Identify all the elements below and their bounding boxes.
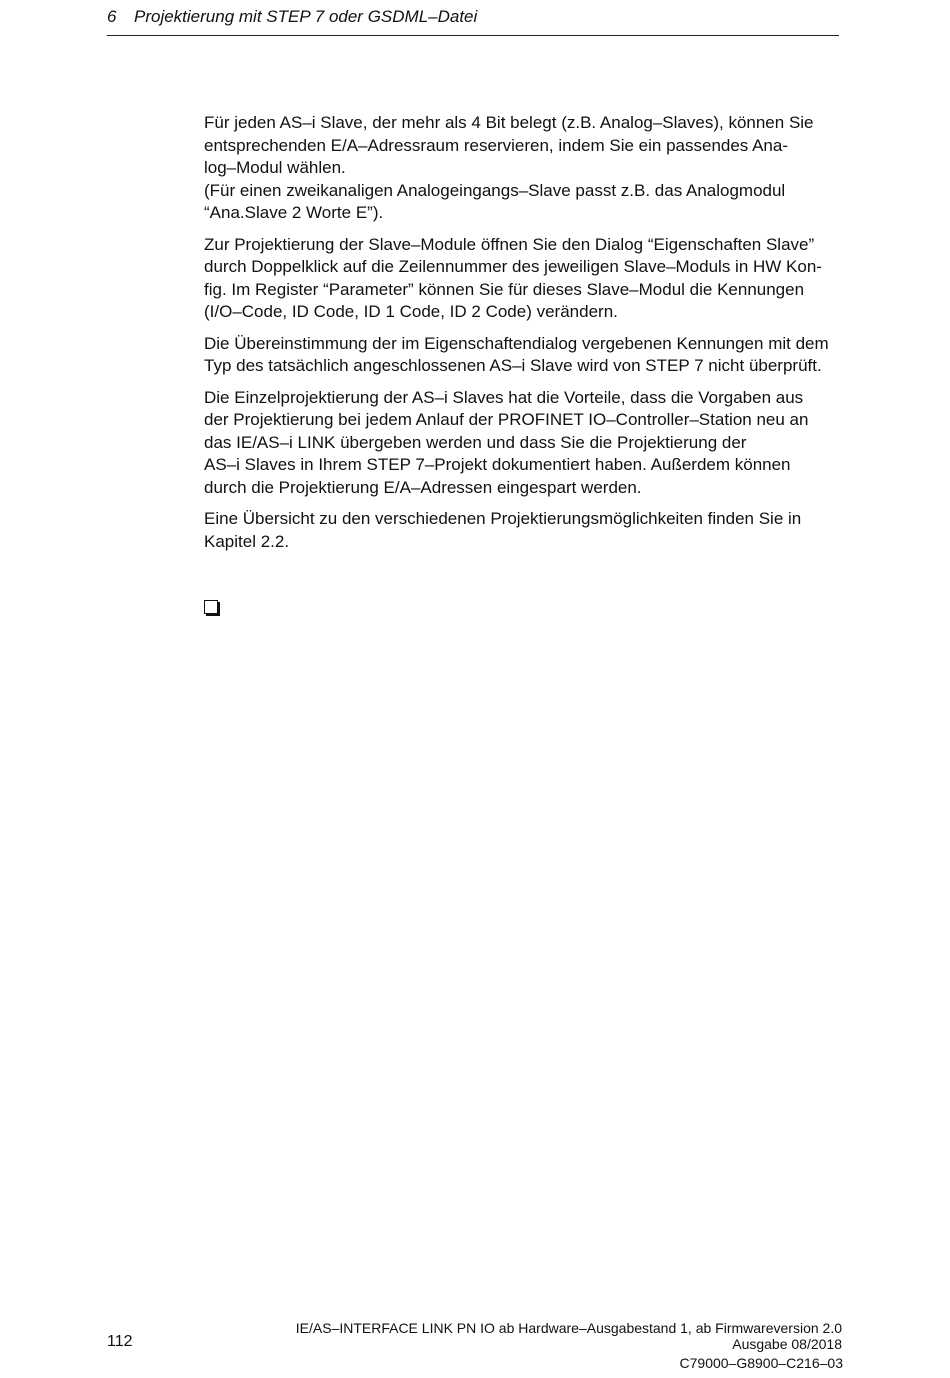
text-line: (I/O–Code, ID Code, ID 1 Code, ID 2 Code) verändern.	[204, 302, 618, 321]
end-of-section-box-icon	[204, 600, 218, 614]
footer-edition: Ausgabe 08/2018	[732, 1335, 842, 1352]
text-line: Die Einzelprojektierung der AS–i Slaves hat die Vorteile, dass die Vorgaben aus	[204, 387, 804, 407]
text-line: log–Modul wählen.	[204, 158, 346, 177]
paragraph-analog-slaves	[204, 112, 844, 225]
text-line: AS–i Slaves in Ihrem STEP 7–Projekt dokumentiert haben. Außerdem können	[204, 455, 791, 474]
text-line: Zur Projektierung der Slave–Module öffnen Sie den Dialog “Eigenschaften Slave”	[204, 234, 815, 254]
paragraph-advantages	[204, 387, 844, 500]
text-line: Kapitel 2.2.	[204, 531, 290, 551]
text-line: fig. Im Register “Parameter” können Sie für dieses Slave–Modul die Kennungen	[204, 279, 805, 299]
footer-document-number: C79000–G8900–C216–03	[679, 1355, 843, 1371]
text-line: durch die Projektierung E/A–Adressen eingespart werden.	[204, 477, 642, 497]
footer-product-info	[296, 1321, 842, 1352]
text-line: Die Übereinstimmung der im Eigenschaftendialog vergebenen Kennungen mit dem	[204, 333, 829, 353]
text-line: das IE/AS–i LINK übergeben werden und dass Sie die Projektierung der	[204, 432, 747, 452]
text-line: Eine Übersicht zu den verschiedenen Projektierungsmöglichkeiten finden Sie in	[204, 509, 802, 528]
chapter-number: 6	[107, 7, 117, 26]
chapter-title: Projektierung mit STEP 7 oder GSDML–Datei	[134, 7, 478, 26]
paragraph-id-check	[204, 333, 844, 378]
text-line: Typ des tatsächlich angeschlossenen AS–i Slave wird von STEP 7 nicht überprüft.	[204, 356, 822, 375]
text-line: (Für einen zweikanaligen Analogeingangs–Slave passt z.B. das Analogmodul	[204, 180, 786, 200]
text-line: Für jeden AS–i Slave, der mehr als 4 Bit belegt (z.B. Analog–Slaves), können Sie	[204, 113, 814, 132]
page-number: 112	[107, 1333, 133, 1350]
body-text	[204, 112, 844, 562]
text-line: durch Doppelklick auf die Zeilennummer des jeweiligen Slave–Moduls in HW Kon-	[204, 257, 822, 276]
text-line: “Ana.Slave 2 Worte E”).	[204, 203, 384, 222]
page-header	[107, 6, 839, 36]
footer-product-line: IE/AS–INTERFACE LINK PN IO ab Hardware–Ausgabestand 1, ab Firmwareversion 2.0	[295, 1320, 842, 1336]
paragraph-overview	[204, 508, 844, 553]
text-line: entsprechenden E/A–Adressraum reservieren, indem Sie ein passendes Ana-	[204, 135, 789, 155]
text-line: der Projektierung bei jedem Anlauf der PROFINET IO–Controller–Station neu an	[204, 410, 809, 429]
paragraph-slave-properties	[204, 234, 844, 324]
